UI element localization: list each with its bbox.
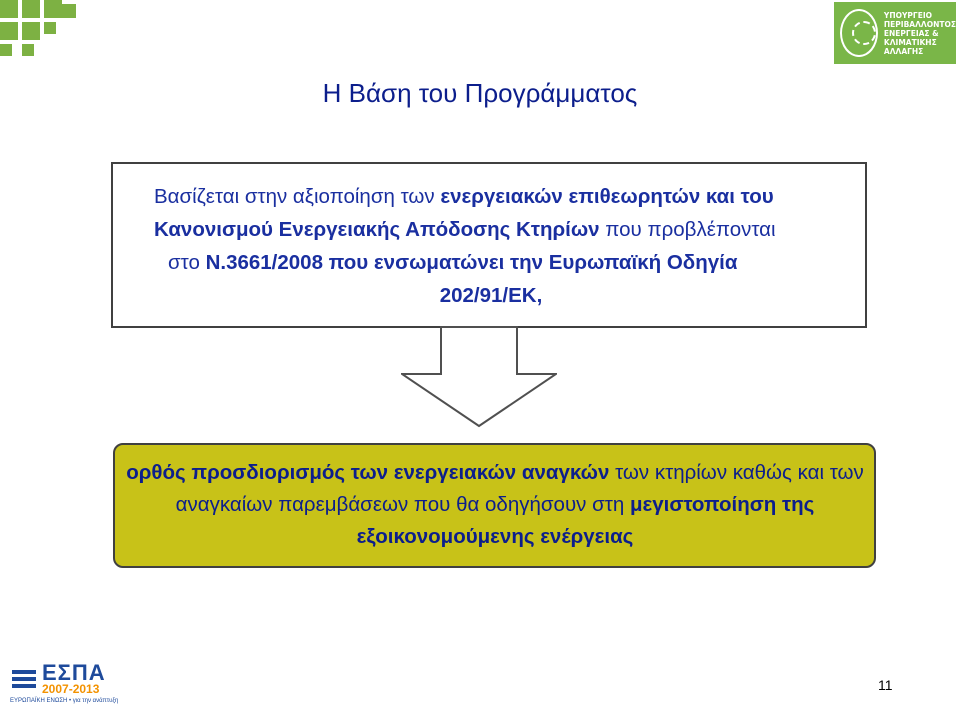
eu-flag-icon <box>10 666 38 692</box>
espa-years: 2007-2013 <box>42 682 100 696</box>
espa-logo <box>10 660 119 708</box>
source-line-4: 202/91/ΕΚ, <box>439 284 543 307</box>
down-arrow-icon <box>401 326 557 428</box>
espa-name: ΕΣΠΑ <box>42 660 106 685</box>
page-number: 11 <box>878 677 893 693</box>
slide-title: Η Βάση του Προγράμματος <box>322 78 638 108</box>
result-box-text: ορθός προσδιορισμός των ενεργειακών αναγκών των κτηρίων καθώς και των αναγκαίων παρεμβάσεων που θα οδηγήσουν στη μεγιστοποίηση της εξοικονομούμενης ενέργειας <box>126 461 864 548</box>
espa-slogan: ΕΥΡΩΠΑΪΚΗ ΕΝΩΣΗ • για την ανάπτυξη <box>10 698 119 704</box>
source-line-1: Βασίζεται στην αξιοποίηση των ενεργειακών επιθεωρητών και του <box>154 185 774 208</box>
ministry-emblem-icon <box>840 9 878 57</box>
ministry-logo-text: ΥΠΟΥΡΓΕΙΟ ΠΕΡΙΒΑΛΛΟΝΤΟΣ ΕΝΕΡΓΕΙΑΣ & ΚΛΙΜΑΤΙΚΗΣ ΑΛΛΑΓΗΣ <box>883 10 956 56</box>
ministry-logo <box>834 2 956 64</box>
source-line-2: Κανονισμού Ενεργειακής Απόδοσης Κτηρίων που προβλέπονται <box>154 218 776 241</box>
corner-decoration <box>0 0 90 60</box>
source-box-text <box>120 180 862 312</box>
source-line-3: στο Ν.3661/2008 που ενσωματώνει την Ευρωπαϊκή Οδηγία <box>168 251 738 274</box>
